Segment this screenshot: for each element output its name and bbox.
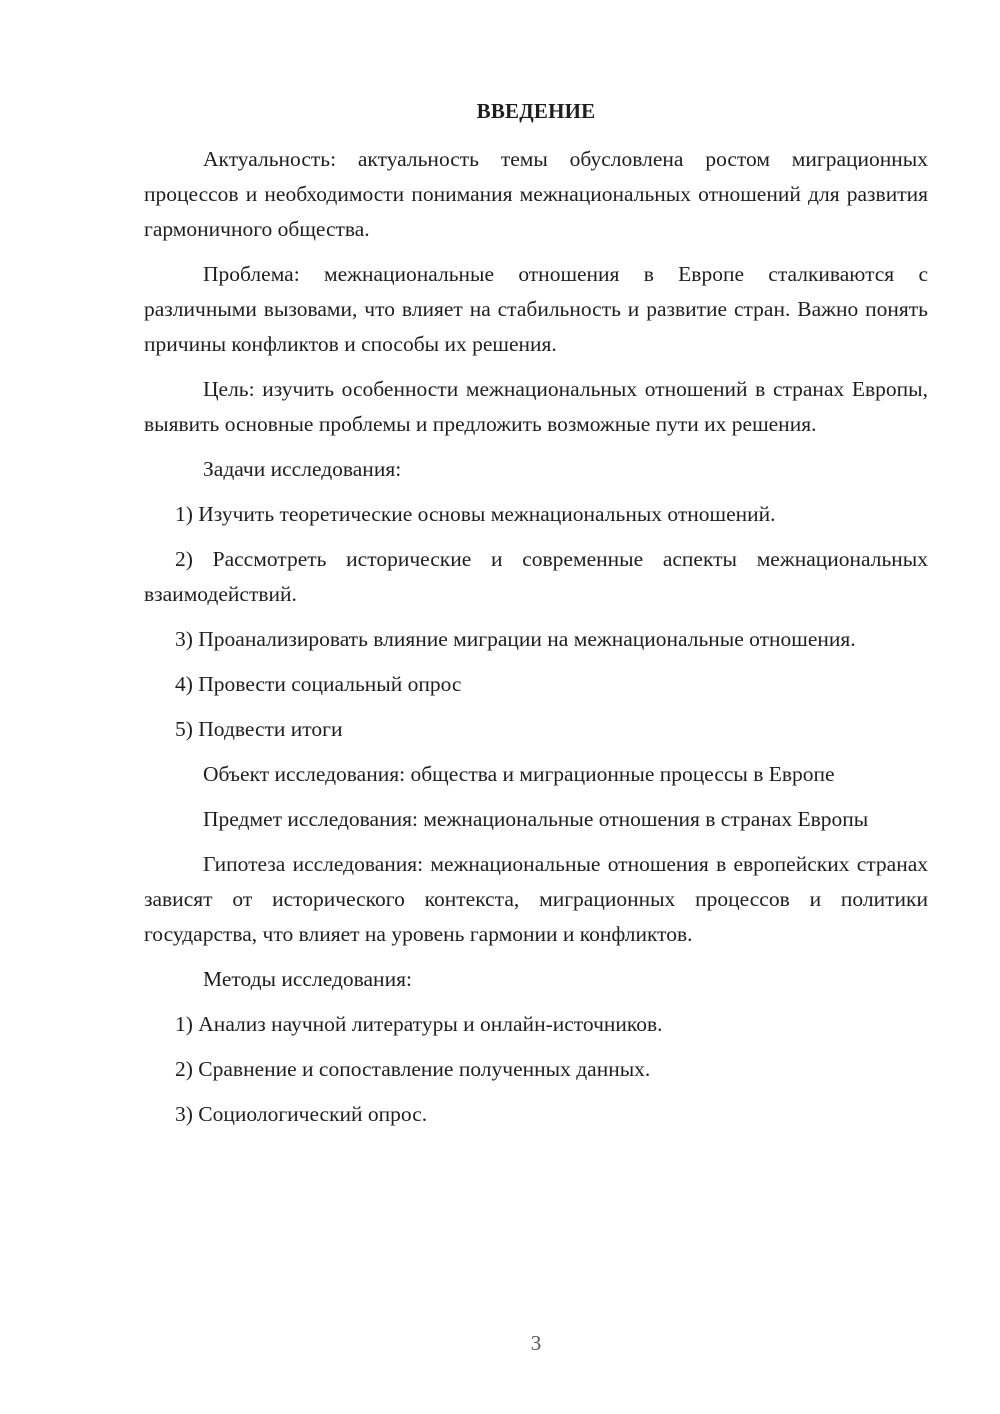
- document-page: [144, 94, 928, 1142]
- hypothesis-paragraph: Гипотеза исследования: межнациональные отношения в европейских странах зависят от исторического контекста, миграционных процессов и политики государства, что влияет на уровень гармонии и конфликтов.: [144, 852, 928, 946]
- tasks-heading: Задачи исследования:: [203, 457, 402, 481]
- task-item: 5) Подвести итоги: [175, 717, 343, 741]
- method-item: 1) Анализ научной литературы и онлайн-источников.: [175, 1012, 663, 1036]
- page-number: 3: [530, 1331, 542, 1355]
- subject-paragraph: Предмет исследования: межнациональные отношения в странах Европы: [203, 807, 869, 831]
- methods-heading: Методы исследования:: [203, 967, 412, 991]
- object-paragraph: Объект исследования: общества и миграционные процессы в Европе: [203, 762, 835, 786]
- problem-paragraph: Проблема: межнациональные отношения в Европе сталкиваются с различными вызовами, что влияет на стабильность и развитие стран. Важно понять причины конфликтов и способы их решения.: [144, 262, 928, 356]
- method-item: 3) Социологический опрос.: [175, 1102, 428, 1126]
- task-item: 1) Изучить теоретические основы межнациональных отношений.: [175, 502, 776, 526]
- task-item: 2) Рассмотреть исторические и современные аспекты межнациональных взаимодействий.: [144, 547, 928, 606]
- task-item: 3) Проанализировать влияние миграции на межнациональные отношения.: [175, 627, 856, 651]
- task-item: 4) Провести социальный опрос: [175, 672, 462, 696]
- goal-paragraph: Цель: изучить особенности межнациональных отношений в странах Европы, выявить основные проблемы и предложить возможные пути их решения.: [144, 377, 928, 436]
- relevance-paragraph: Актуальность: актуальность темы обусловлена ростом миграционных процессов и необходимости понимания межнациональных отношений для развития гармоничного общества.: [144, 147, 928, 241]
- page-title: ВВЕДЕНИЕ: [476, 99, 596, 123]
- method-item: 2) Сравнение и сопоставление полученных данных.: [175, 1057, 651, 1081]
